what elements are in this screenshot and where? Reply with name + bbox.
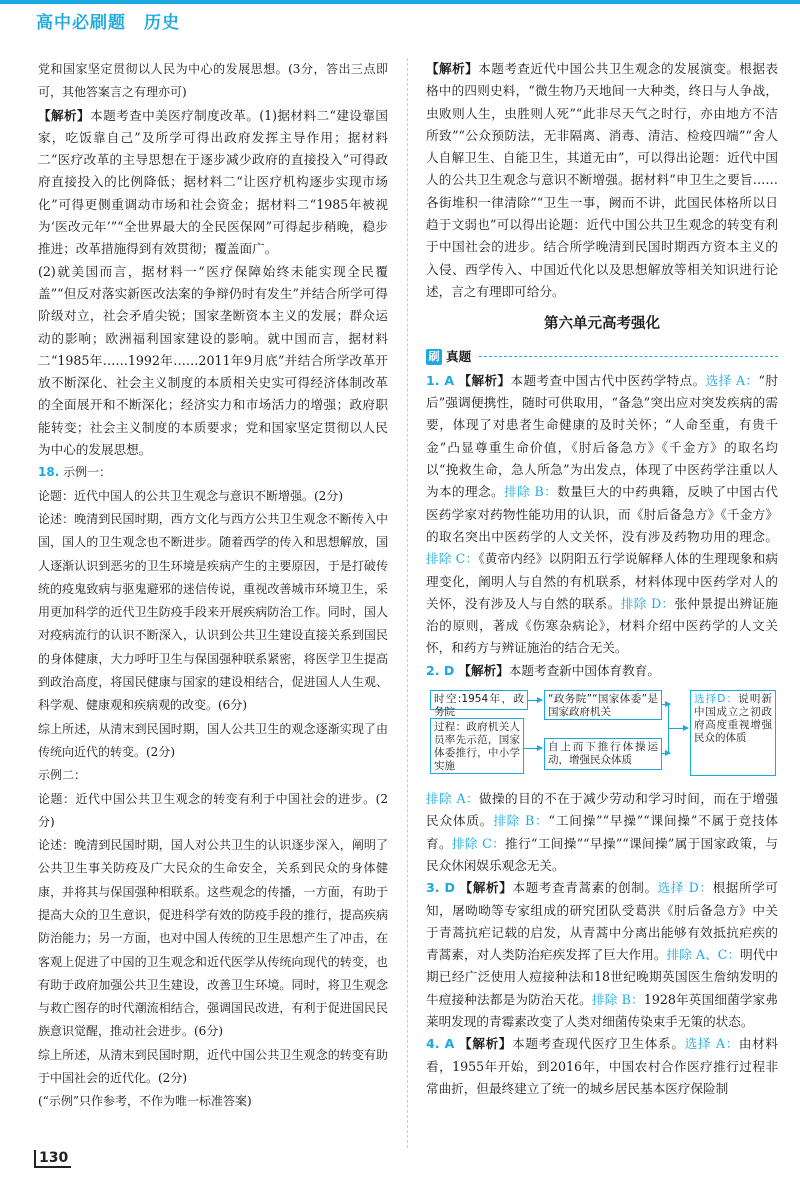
brush-badge-icon: 刷: [426, 349, 442, 365]
option-tag: 排除 A、C：: [666, 947, 741, 963]
header-strip: [0, 0, 800, 4]
left-column: [38, 58, 388, 1114]
option-tag: 排除 D：: [620, 595, 675, 611]
argument-paragraph-2: 论述：晚清到民国时期，国人对公共卫生的认识逐步深入，阐明了公共卫生事关防疫及广大民众的生命安全，关系到民众的身体健康，并将其与保国强种相联系。这些观念的传播，一方面，有助于提高大众的卫生意识，促进科学有效的防疫手段的推行，提高疾病防治能力；另一方面，也对中国人传统的卫生思想产生了冲击，在客观上促进了中国的卫生观念和近代医学从传统向现代的转变，也有助于政府加强公共卫生建设，改善卫生环境。同时，将卫生观念与救亡图存的时代潮流相结合，强调国民改进，有利于促进国民民族意识觉醒，推动社会进步。(6分): [38, 838, 388, 1039]
arrow-icon: [668, 728, 688, 729]
option-tag: 排除 A：: [426, 791, 480, 807]
analysis-text: 本题考查中美医疗制度改革。(1)据材料二“建设靠国家，吃饭靠自己”及所学可得出政府发挥主导作用；据材料二“医疗改革的主导思想在于逐步减少政府的直接投入”可得政府直接投入的比例降低；据材料二“让医疗机构逐步实现市场化”可得更侧重调动市场和社会资金；据材料二“1985年被视为‘医改元年’”“全世界最大的全民医保网”可得起步稍晚，稳步推进；改革措施得到有效贯彻；覆盖面广。: [38, 107, 389, 257]
analysis-tag: 【解析】: [38, 107, 91, 123]
analysis-tag: 【解析】: [458, 662, 509, 678]
reference-note: (“示例”只作参考，不作为唯一标准答案): [38, 1094, 252, 1109]
answer-text: 根据所学可知，屠呦呦等专家组成的研究团队受葛洪《肘后备急方》中关于青蒿抗疟记载的启发，从青蒿中分离出能够有效抵抗疟疾的青蒿素，对人类防治疟疾发挥了巨大作用。: [426, 880, 779, 963]
option-tag: 选择D：: [694, 693, 739, 706]
real-exam-heading: [426, 346, 778, 368]
heading-divider: [479, 356, 778, 357]
answer-paragraph: 党和国家坚定贯彻以人民为中心的发展思想。(3分，答出三点即可，其他答案言之有理亦可): [38, 62, 388, 100]
answer-text: 本题考查新中国体育教育。: [508, 662, 660, 678]
answer-text: 《黄帝内经》以阴阳五行学说解释人体的生理现象和病理变化，阐明人与自然的有机联系，材料体现中医药学对人的关怀，没有涉及人与自然的联系。: [426, 551, 778, 611]
real-exam-label: 真题: [446, 348, 472, 364]
question-number: 2. D: [426, 662, 455, 678]
analysis-tag: 【解析】: [458, 372, 511, 388]
connector-line: [662, 753, 670, 754]
diagram-box-time: 时空:1954年，政务院: [430, 690, 528, 710]
option-tag: 排除 C：: [426, 551, 479, 567]
thesis-paragraph-2: 论题：近代中国公共卫生观念的转变有利于中国社会的进步。(2分): [38, 791, 388, 829]
diagram-box-process: 过程：政府机关人员率先示范，国家体委推行，中小学实施: [430, 718, 524, 774]
thesis-paragraph: 论题：近代中国人的公共卫生观念与意识不断增强。(2分): [38, 488, 344, 503]
answer-text: 由材料看，1955年开始，到2016年，中国农村合作医疗推行过程非常曲折，但最终建立了统一的城乡居民基本医疗保险制: [426, 1036, 779, 1096]
arrow-icon: [528, 700, 542, 701]
option-tag: 选择 D：: [657, 880, 713, 896]
analysis-paragraph: [38, 105, 388, 261]
question-number: 18.: [38, 465, 60, 480]
question-number: 3. D: [426, 880, 455, 896]
answer-item-2-options: [426, 788, 778, 877]
answer-text: “工间操”“早操”“课间操”不属于竞技体育。: [426, 813, 778, 851]
connector-line: [668, 704, 669, 754]
conclusion-paragraph-2: 综上所述，从清末到民国时期，近代中国公共卫生观念的转变有助于中国社会的近代化。(2分): [38, 1047, 388, 1086]
diagram-conclusion-text: 说明新中国成立之初政府高度重视增强民众的体质: [694, 693, 773, 745]
answer-item-1: [426, 370, 778, 660]
analysis-tag: 【解析】: [459, 1036, 513, 1052]
answer-text: 明代中期已经广泛使用人痘接种法和18世纪晚期英国医生詹纳发明的牛痘接种法都是为防治天花。: [426, 947, 779, 1007]
diagram-box-conclusion: [690, 690, 776, 776]
answer-text: “肘后”强调便携性，随时可供取用，“备急”突出应对突发疾病的需要，体现了对患者生命健康的及时关怀；“人命至重，有贵千金”凸显尊重生命价值，《肘后备急方》《千金方》的取名均以“挽救生命，急人所急”为出发点，体现了中医药学注重以人为本的理念。: [426, 372, 778, 500]
option-tag: 排除 B：: [504, 484, 558, 500]
answer-item-3: [426, 877, 778, 1033]
argument-paragraph: 论述：晚清到民国时期，西方文化与西方公共卫生观念不断传入中国，国人的卫生观念也不断进步。随着西学的传入和思想解放，国人逐渐认识到恶劣的卫生环境是疾病产生的主要原因，于是打破传统的疫鬼致病与驱鬼避邪的迷信传说，重视改善城市环境卫生，采用更加科学的近代卫生防疫手段来开展疾病防治工作。同时，国人对疫病流行的认识不断深入，认识到公共卫生建设直接关系到国民的身体健康，大力呼吁卫生与保国强种联系紧密，将医学卫生提高到政治高度，将国民健康与国家的建设相结合，促进国人人生观、科学观、健康观和疾病观的改变。(6分): [38, 511, 388, 713]
option-tag: 排除 B：: [591, 991, 644, 1007]
question-number: 1. A: [426, 372, 455, 388]
page-number-text: 130: [34, 1150, 71, 1168]
analysis-tag: 【解析】: [426, 61, 479, 76]
section-title: 第六单元高考强化: [544, 316, 660, 333]
option-tag: 排除 C：: [451, 835, 506, 851]
question-number: 4. A: [426, 1036, 455, 1052]
page-number: [34, 1150, 71, 1166]
analysis-paragraph-2: (2)就美国而言，据材料一“医疗保障始终未能实现全民覆盖”“但反对落实新医改法案的争辩仍时有发生”并结合所学可得阶级对立，社会矛盾尖锐；国家垄断资本主义的发展；群众运动的影响；欧洲福利国家建设的影响。就中国而言，据材料二“1985年……1992年……2011年9月底”并结合所学改革开放不断深化、社会主义制度的本质相关史实可得经济体制改革的全面展开和不断深化；经济实力和市场活力的增强；政府职能转变；社会主义制度的本质要求；党和国家坚定贯彻以人民为中心的发展思想。: [38, 263, 388, 458]
analysis-text: 本题考查近代中国公共卫生观念的发展演变。根据表格中的四则史料，“微生物乃天地间一大种类，终日与人争战，虫败则人生，虫胜则人死”“此非尽天气之时行，亦由地方不洁所致”“公众预防法，无非隔离、消毒、清洁、检疫四端”“舍人人自解卫生、自能卫生，其道无由”，可以得出论题：近代中国人的公共卫生观念与意识不断增强。据材料“申卫生之要旨……各街堆积一律清除”“卫生一事，阙而不讲，此国民体格所以日趋于文弱也”可以得出论题：近代中国公共卫生观念的转变有利于中国社会的进步。结合所学晚清到民国时期西方资本主义的入侵、西学传入、中国近代化以及思想解放等相关知识进行论述，言之有理即可给分。: [426, 61, 779, 299]
analysis-flow-diagram: [426, 686, 778, 782]
example-heading-2: 示例二：: [38, 768, 87, 783]
answer-item-4: [426, 1033, 778, 1100]
arrow-icon: [524, 748, 542, 749]
answer-text: 本题考查中国古代中医药学特点。: [510, 372, 706, 388]
answer-text: 张仲景提出辨证施治的原则，著成《伤寒杂病论》，材料介绍中医药学的人文关怀，和药方与辨证施治的结合无关。: [426, 595, 779, 656]
option-tag: 选择 A：: [684, 1036, 739, 1052]
column-divider: [407, 58, 408, 1148]
page-header-title: 高中必刷题 历史: [36, 13, 180, 33]
analysis-tag: 【解析】: [459, 880, 513, 896]
conclusion-paragraph: 综上所述，从清末到民国时期，国人公共卫生的观念逐渐实现了由传统向近代的转变。(2分): [38, 721, 388, 759]
analysis-paragraph: [426, 58, 778, 303]
connector-line: [662, 704, 670, 705]
option-tag: 排除 B：: [493, 813, 549, 829]
answer-text: 本题考查现代医疗卫生体系。: [512, 1036, 685, 1052]
right-column: [426, 58, 778, 1100]
question-18-head: [38, 461, 388, 484]
answer-text: 做操的目的不在于减少劳动和学习时间，而在于增强民众体质。: [426, 791, 779, 829]
diagram-box-agency: “政务院”“国家体委”是国家政府机关: [544, 690, 662, 720]
option-tag: 选择 A：: [705, 372, 759, 388]
answer-text: 本题考查青蒿素的创制。: [512, 880, 658, 896]
answer-item-2: [426, 660, 778, 682]
answer-text: 数量巨大的中药典籍，反映了中国古代医药学家对药物性能功用的认识，而《肘后备急方》《千金方》的取名突出中医药学的人文关怀，没有涉及药物功用的理念。: [426, 484, 779, 544]
diagram-box-method: 自上而下推行体操运动，增强民众体质: [544, 738, 662, 770]
example-heading: 示例一：: [63, 465, 112, 480]
answer-text: 推行“工间操”“早操”“课间操”属于国家政策，与民众休闲娱乐观念无关。: [426, 835, 778, 873]
answer-text: 1928年英国细菌学家弗莱明发现的青霉素改变了人类对细菌传染束手无策的状态。: [426, 991, 778, 1029]
